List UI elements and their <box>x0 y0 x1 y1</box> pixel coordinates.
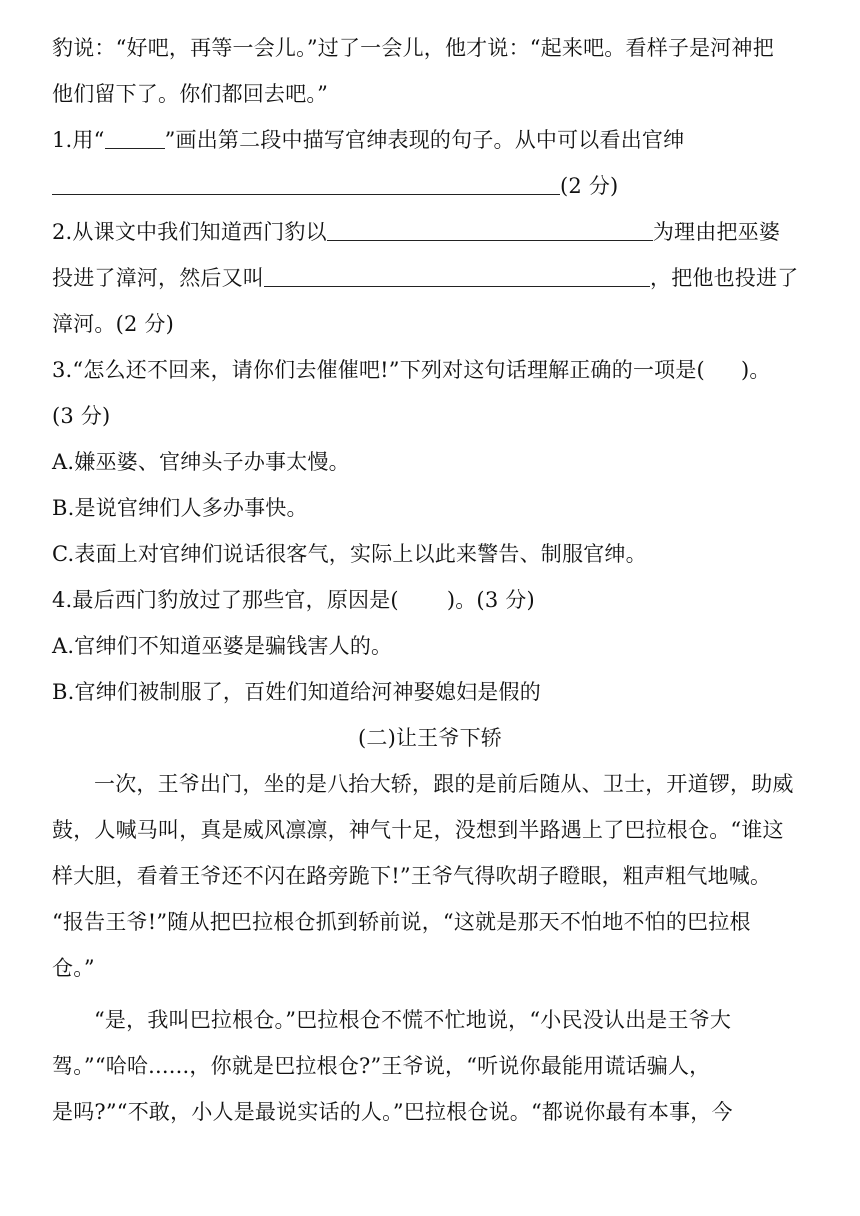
passage-text: 样大胆，看着王爷还不闪在路旁跪下!”王爷气得吹胡子瞪眼，粗声粗气地喊。 <box>52 864 772 888</box>
question-text: ，把他也投进了 <box>650 266 799 290</box>
question-text: 为理由把巫婆 <box>652 220 781 244</box>
passage-text: “是，我叫巴拉根仓。”巴拉根仓不慌不忙地说，“小民没认出是王爷大 <box>94 1008 732 1032</box>
section-title-text: (二)让王爷下轿 <box>358 726 502 750</box>
option-text: C.表面上对官绅们说话很客气，实际上以此来警告、制服官绅。 <box>52 542 647 566</box>
option-text: A.嫌巫婆、官绅头子办事太慢。 <box>52 450 350 474</box>
answer-blank[interactable] <box>264 262 650 287</box>
passage-line <box>52 1092 812 1132</box>
passage-line <box>52 856 812 896</box>
passage-text: 鼓，人喊马叫，真是威风凛凛，神气十足，没想到半路遇上了巴拉根仓。“谁这 <box>52 818 784 842</box>
option-a <box>52 626 812 666</box>
question-text: 2.从课文中我们知道西门豹以 <box>52 220 327 244</box>
passage-line <box>52 28 812 68</box>
question-2-line <box>52 304 812 344</box>
option-a <box>52 442 812 482</box>
option-text: A.官绅们不知道巫婆是骗钱害人的。 <box>52 634 393 658</box>
passage-line <box>52 1046 812 1086</box>
passage-text: 是吗?”“不敢，小人是最说实话的人。”巴拉根仓说。“都说你最有本事，今 <box>52 1100 733 1124</box>
answer-blank[interactable] <box>52 170 560 195</box>
underline-blank[interactable] <box>105 126 165 149</box>
question-4 <box>52 580 812 620</box>
section-title <box>0 718 860 758</box>
passage-text: 驾。”“哈哈......，你就是巴拉根仓?”王爷说，“听说你最能用谎话骗人， <box>52 1054 711 1078</box>
passage-line <box>94 1000 812 1040</box>
question-text: 投进了漳河，然后又叫 <box>52 266 264 290</box>
passage-text: 一次，王爷出门，坐的是八抬大轿，跟的是前后随从、卫士，开道锣，助威 <box>94 772 794 796</box>
passage-line <box>52 810 812 850</box>
passage-text: “报告王爷!”随从把巴拉根仓抓到轿前说，“这就是那天不怕地不怕的巴拉根 <box>52 910 751 934</box>
option-b <box>52 672 812 712</box>
question-1-answer-line <box>52 166 812 206</box>
question-text: )。 <box>740 358 771 382</box>
question-text: 4.最后西门豹放过了那些官，原因是( <box>52 588 399 612</box>
passage-line <box>94 764 812 804</box>
question-3-score <box>52 396 812 436</box>
option-b <box>52 488 812 528</box>
answer-blank[interactable] <box>327 216 653 241</box>
question-2-line <box>52 258 812 298</box>
score-label: (2 分) <box>560 174 619 198</box>
option-text: B.是说官绅们人多办事快。 <box>52 496 308 520</box>
question-1 <box>52 120 812 160</box>
passage-text: 仓。” <box>52 956 95 980</box>
question-2 <box>52 212 812 252</box>
option-c <box>52 534 812 574</box>
passage-text: 豹说：“好吧，再等一会儿。”过了一会儿，他才说：“起来吧。看样子是河神把 <box>52 36 774 60</box>
question-3 <box>52 350 812 390</box>
question-text: 1.用“ <box>52 128 105 152</box>
question-text: )。(3 分) <box>446 588 535 612</box>
question-text: ”画出第二段中描写官绅表现的句子。从中可以看出官绅 <box>164 128 685 152</box>
question-text: 3.“怎么还不回来，请你们去催催吧!”下列对这句话理解正确的一项是( <box>52 358 705 382</box>
passage-line <box>52 74 812 114</box>
passage-text: 他们留下了。你们都回去吧。” <box>52 82 329 106</box>
passage-line <box>52 948 812 988</box>
option-text: B.官绅们被制服了，百姓们知道给河神娶媳妇是假的 <box>52 680 541 704</box>
score-label: (3 分) <box>52 404 111 428</box>
question-text: 漳河。(2 分) <box>52 312 175 336</box>
passage-line <box>52 902 812 942</box>
